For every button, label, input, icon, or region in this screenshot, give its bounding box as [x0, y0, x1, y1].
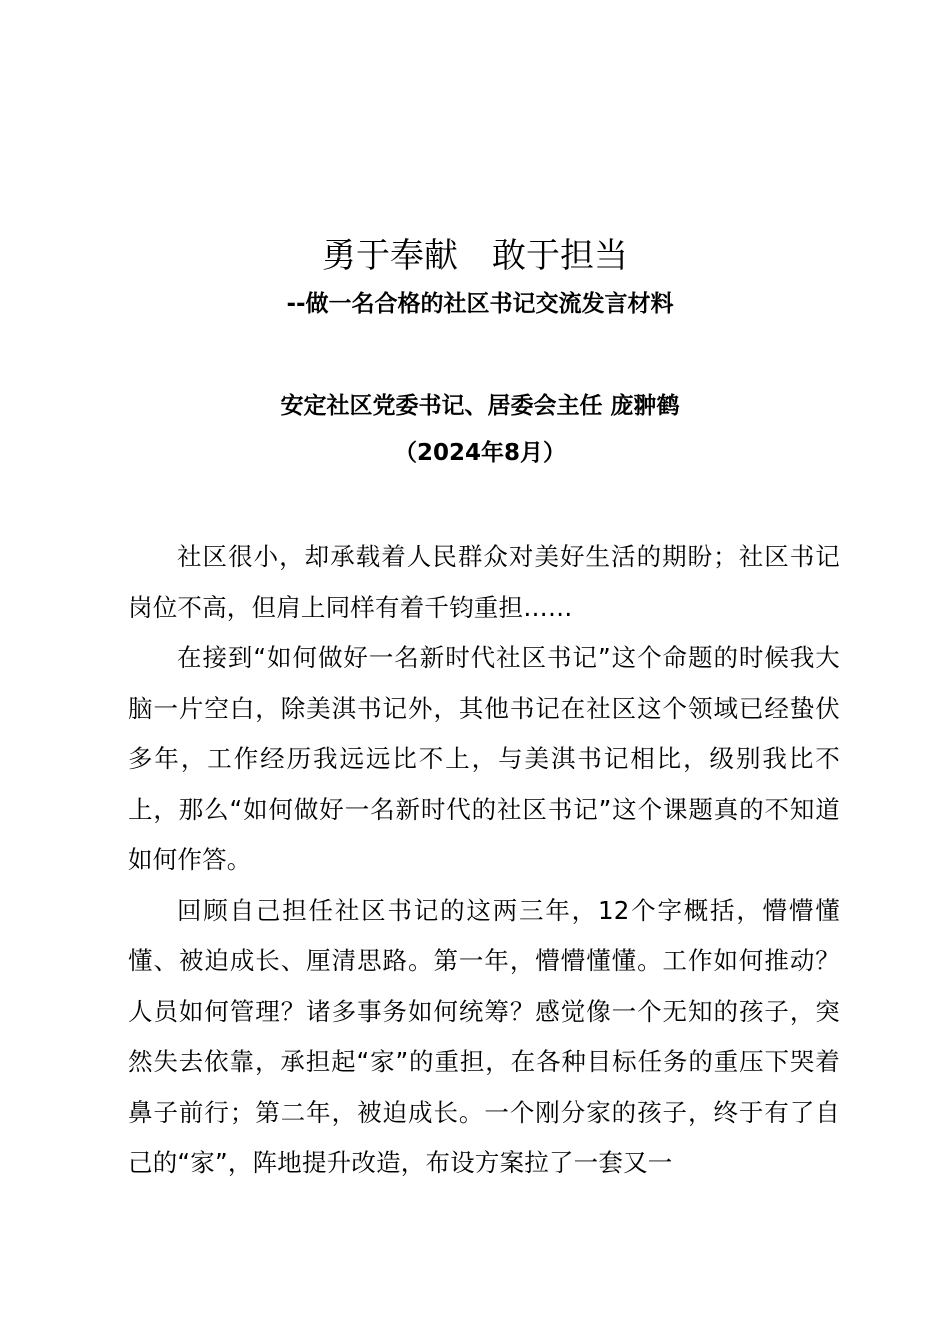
body-paragraph: 回顾自己担任社区书记的这两三年，12个字概括，懵懵懂懂、被迫成长、厘清思路。第一年，懵懵懂懂。工作如何推动？人员如何管理？诸多事务如何统筹？感觉像一个无知的孩子，突然失去依靠，承担起“家”的重担，在各种目标任务的重压下哭着鼻子前行；第二年，被迫成长。一个刚分家的孩子，终于有了自己的“家”，阵地提升改造，布设方案拉了一套又一 [128, 895, 840, 1177]
document-title: 勇于奉献 敢于担当 [322, 236, 628, 276]
body-paragraph: 在接到“如何做好一名新时代社区书记”这个命题的时候我大脑一片空白，除美淇书记外，其他书记在社区这个领域已经蛰伏多年，工作经历我远远比不上，与美淇书记相比，级别我比不上，那么“如何做好一名新时代的社区书记”这个课题真的不知道如何作答。 [128, 643, 840, 874]
document-body [128, 532, 840, 1189]
document-date: （2024年8月） [393, 440, 567, 466]
document-author: 安定社区党委书记、居委会主任 庞翀鹤 [280, 393, 680, 419]
body-paragraph: 社区很小，却承载着人民群众对美好生活的期盼；社区书记岗位不高，但肩上同样有着千钧重担…… [128, 542, 840, 622]
document-subtitle: --做一名合格的社区书记交流发言材料 [286, 291, 674, 317]
